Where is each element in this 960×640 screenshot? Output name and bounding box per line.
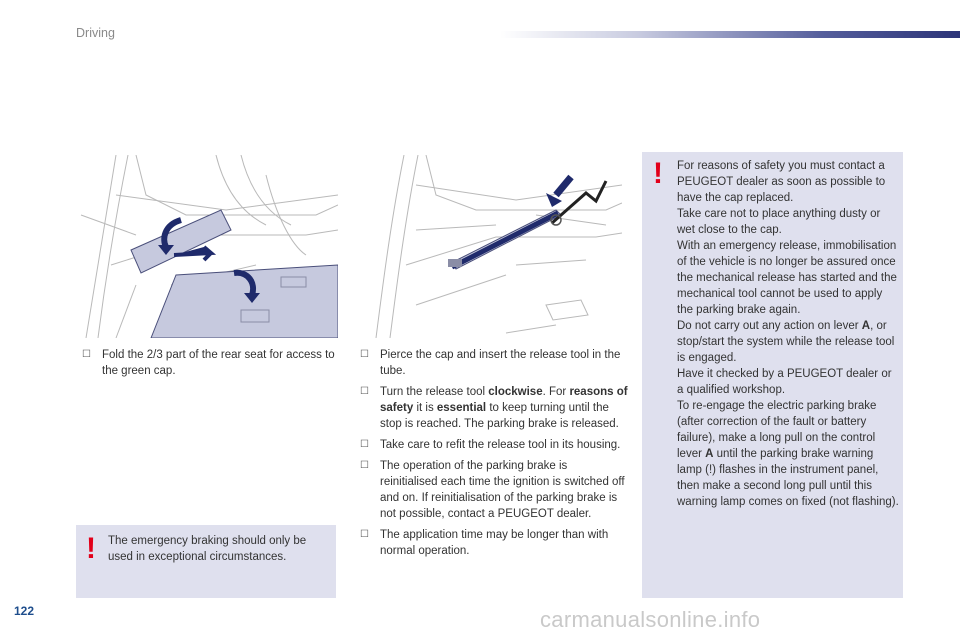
list-item xyxy=(78,347,340,379)
left-instructions-list xyxy=(78,347,340,384)
checkbox-bullet-icon: ☐ xyxy=(360,386,369,397)
checkbox-bullet-icon: ☐ xyxy=(360,349,369,360)
checkbox-bullet-icon: ☐ xyxy=(360,460,369,471)
list-item xyxy=(356,384,628,432)
step-text: Pierce the cap and insert the release tool in the tube. xyxy=(380,349,621,377)
release-tool-drawing xyxy=(356,155,622,338)
warning-icon: ! xyxy=(86,532,96,565)
step-text: The operation of the parking brake is reinitialised each time the ignition is switched off and on. If reinitialisation of the parking brake is not possible, contact a PEUGEOT dealer. xyxy=(380,460,625,520)
middle-instructions-list xyxy=(356,347,628,564)
warning-icon: ! xyxy=(653,157,663,190)
emergency-braking-note xyxy=(76,525,336,598)
header-gradient-bar xyxy=(500,31,960,38)
rear-seat-fold-drawing xyxy=(76,155,338,338)
step-text: The application time may be longer than with normal operation. xyxy=(380,529,609,557)
list-item xyxy=(356,527,628,559)
warning-text: For reasons of safety you must contact a PEUGEOT dealer as soon as possible to have the cap replaced. Take care not to place anything dusty or wet close to the cap. With an emergency release, immobilisation of the vehicle is no longer be assured once the mechanical release has started and the mechanical tool cannot be used to apply the parking brake again. Do not carry out any action on lever A, or stop/start the system while the release tool is engaged. Have it checked by a PEUGEOT dealer or a qualified workshop. To re-engage the electric parking brake (after correction of the fault or battery failure), make a long pull on the control lever A until the parking brake warning lamp (!) flashes in the instrument panel, then make a second long pull until this warning lamp comes on fixed (not flashing). xyxy=(677,160,899,508)
page-number: 122 xyxy=(14,604,35,618)
step-text: Take care to refit the release tool in its housing. xyxy=(380,439,621,451)
list-item xyxy=(356,437,628,453)
checkbox-bullet-icon: ☐ xyxy=(82,349,91,360)
list-item xyxy=(356,458,628,522)
step-text: Fold the 2/3 part of the rear seat for access to the green cap. xyxy=(102,349,335,377)
list-item xyxy=(356,347,628,379)
release-tool-illustration xyxy=(356,155,622,338)
rear-seat-fold-illustration xyxy=(76,155,338,338)
note-text: The emergency braking should only be used in exceptional circumstances. xyxy=(108,535,307,563)
checkbox-bullet-icon: ☐ xyxy=(360,439,369,450)
safety-warning-box xyxy=(642,152,903,598)
checkbox-bullet-icon: ☐ xyxy=(360,529,369,540)
watermark: carmanualsonline.info xyxy=(540,607,761,632)
section-title: Driving xyxy=(76,26,115,40)
step-text: Turn the release tool clockwise. For reasons of safety it is essential to keep turning until the stop is reached. The parking brake is released. xyxy=(380,386,628,430)
